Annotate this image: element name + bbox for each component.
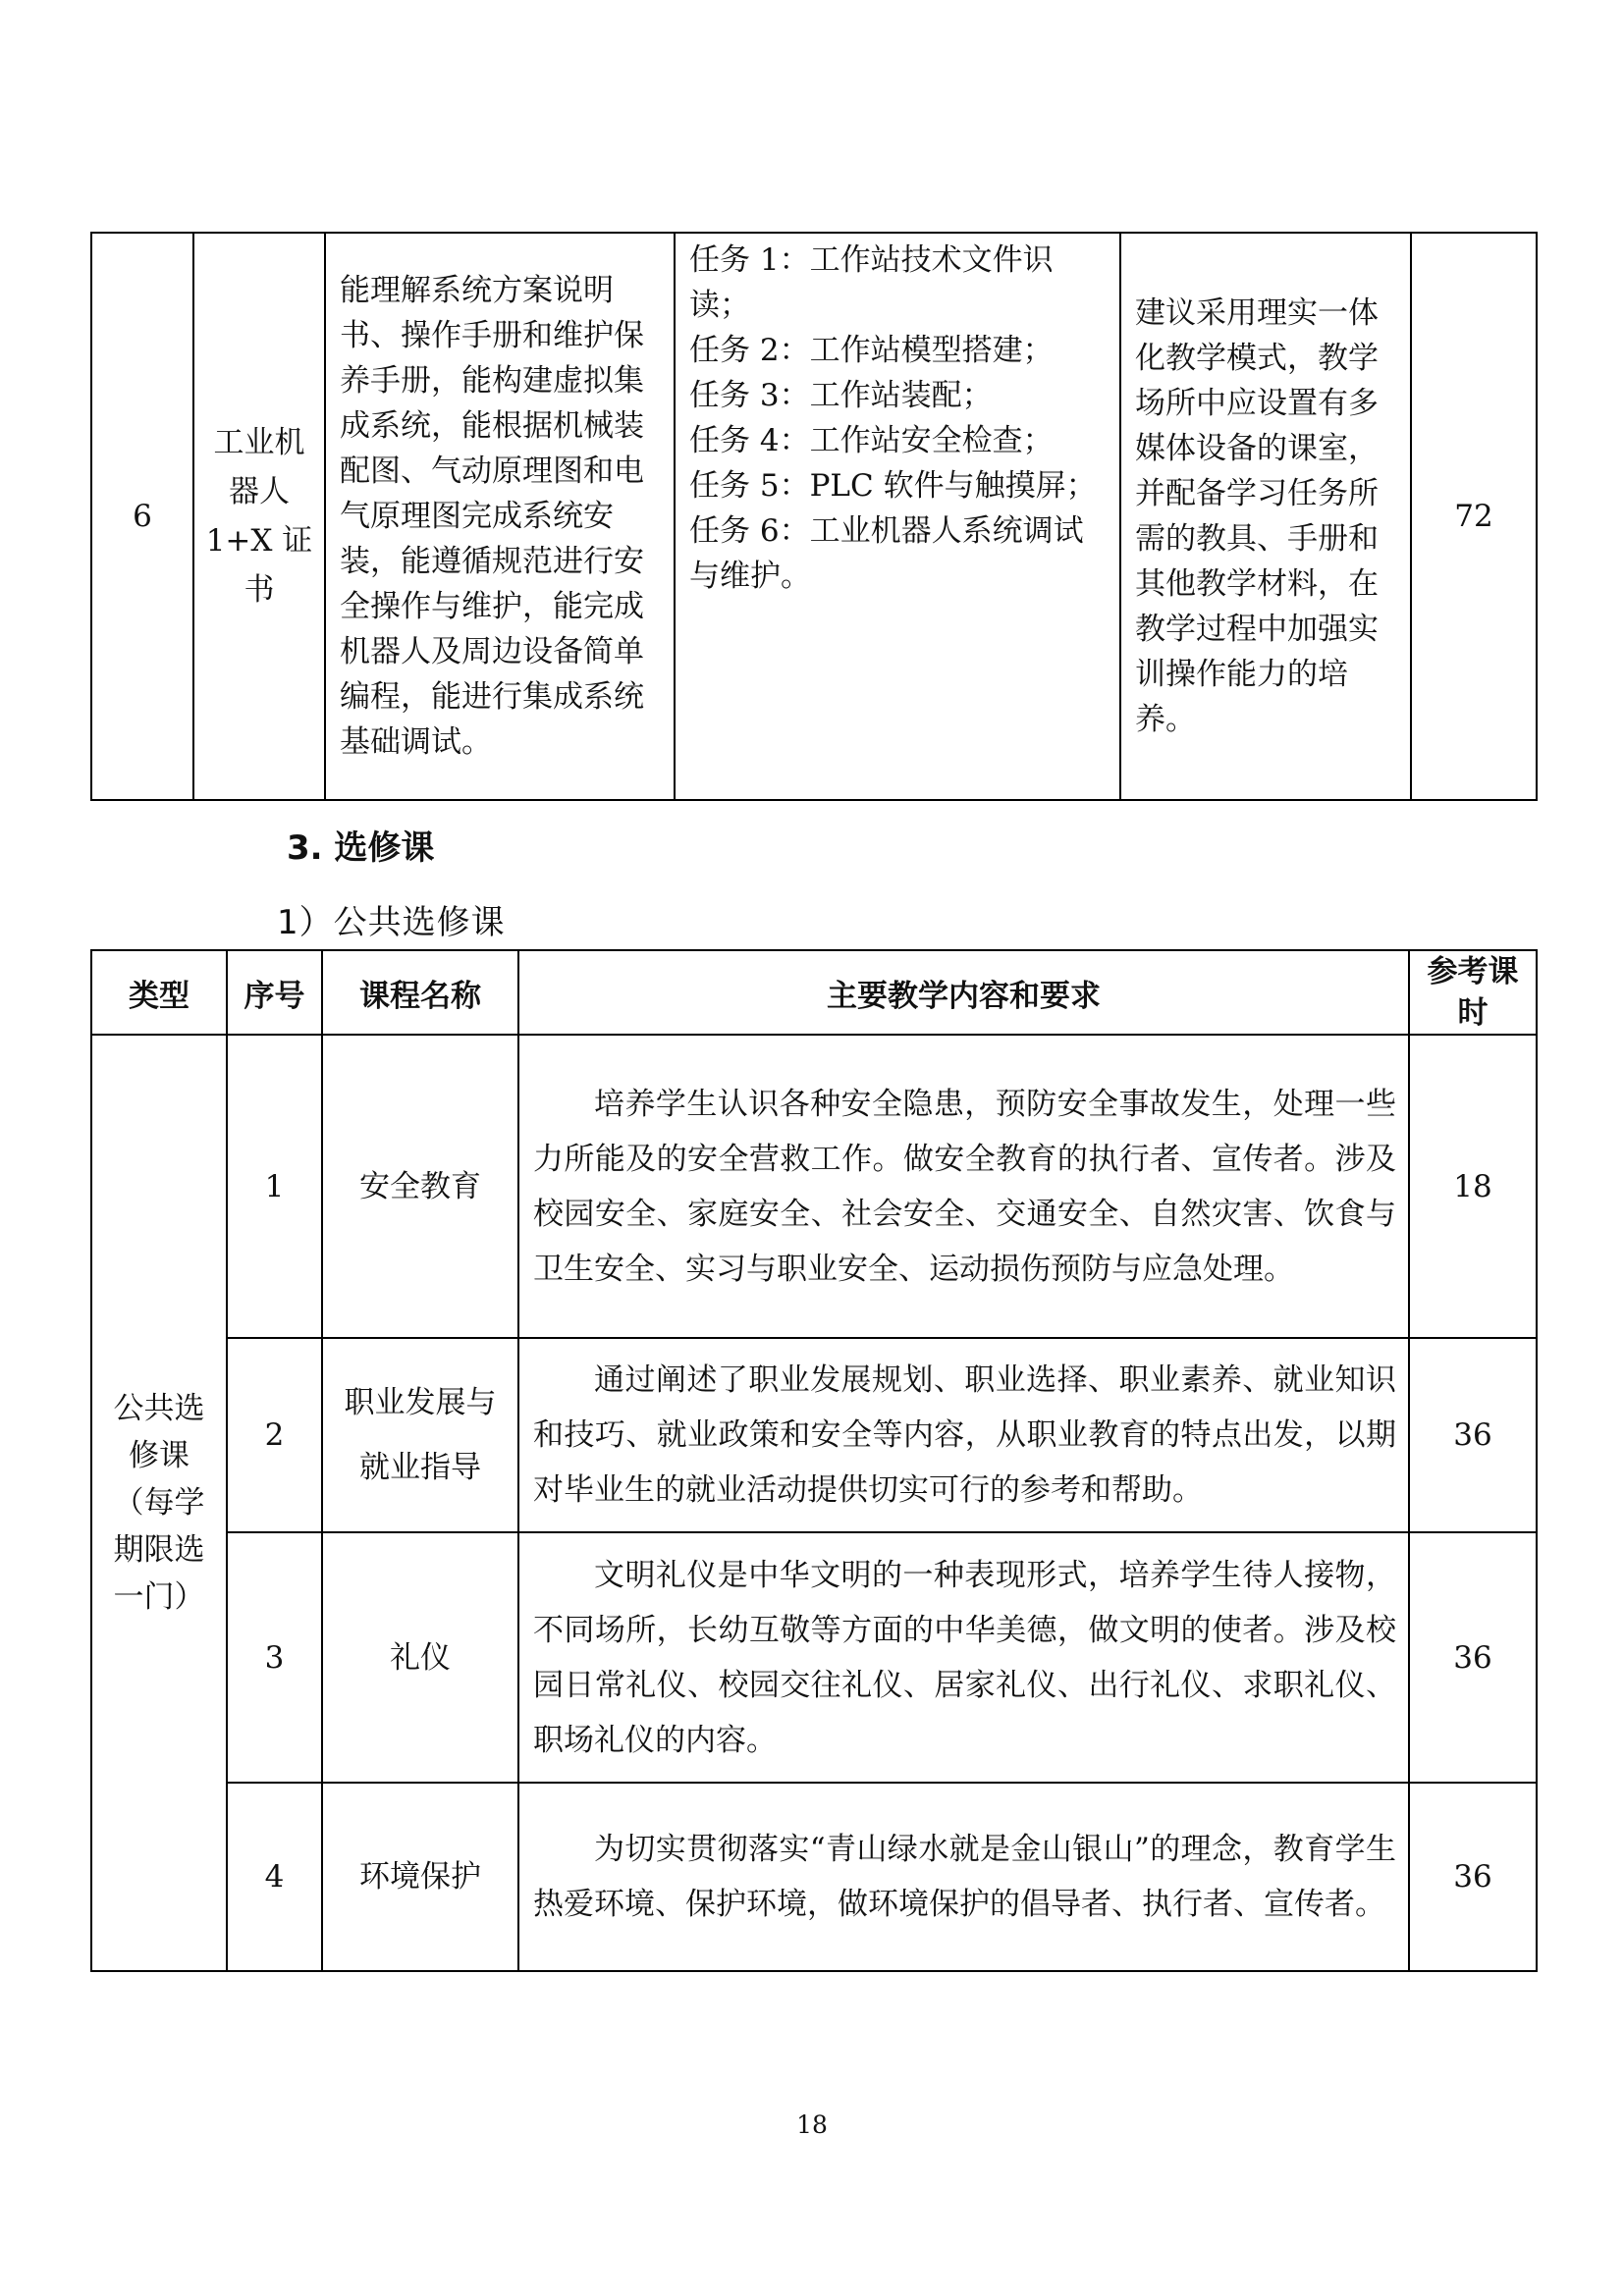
course-requirements: 能理解系统方案说明 书、操作手册和维护保 养手册，能构建虚拟集 成系统，能根据机械装 配图、气动原理图和电 气原理图完成系统安 装，能遵循规范进行安 全操作与维护，能完成 机器人及周边设备简单 编程，能进行集成系统 基础调试。 bbox=[325, 233, 675, 800]
course-type: 公共选 修课 （每学 期限选 一门） bbox=[91, 1035, 227, 1971]
course-hours: 36 bbox=[1409, 1783, 1537, 1971]
course-name: 工业机 器人 1+X 证 书 bbox=[193, 233, 325, 800]
header-type: 类型 bbox=[91, 950, 227, 1035]
row-seq: 3 bbox=[227, 1532, 322, 1783]
header-content: 主要教学内容和要求 bbox=[518, 950, 1409, 1035]
row-seq: 1 bbox=[227, 1035, 322, 1338]
course-hours: 36 bbox=[1409, 1338, 1537, 1532]
table-row bbox=[91, 1035, 1537, 1338]
row-index: 6 bbox=[91, 233, 193, 800]
course-content: 通过阐述了职业发展规划、职业选择、职业素养、就业知识和技巧、就业政策和安全等内容，从职业教育的特点出发，以期对毕业生的就业活动提供切实可行的参考和帮助。 bbox=[518, 1338, 1409, 1532]
table-row bbox=[91, 1783, 1537, 1971]
course-name: 礼仪 bbox=[322, 1532, 518, 1783]
row-seq: 2 bbox=[227, 1338, 322, 1532]
course-tasks: 任务 1：工作站技术文件识 读； 任务 2：工作站模型搭建； 任务 3：工作站装配； 任务 4：工作站安全检查； 任务 5：PLC 软件与触摸屏； 任务 6：工业机器人系统调试 与维护。 bbox=[675, 233, 1120, 800]
table-row bbox=[91, 233, 1537, 800]
teaching-suggestions: 建议采用理实一体 化教学模式，教学 场所中应设置有多 媒体设备的课室， 并配备学习任务所 需的教具、手册和 其他教学材料，在 教学过程中加强实 训操作能力的培 养。 bbox=[1120, 233, 1411, 800]
course-name: 安全教育 bbox=[322, 1035, 518, 1338]
section-heading: 3. 选修课 bbox=[287, 828, 435, 868]
course-content: 为切实贯彻落实“青山绿水就是金山银山”的理念，教育学生热爱环境、保护环境，做环境保护的倡导者、执行者、宣传者。 bbox=[518, 1783, 1409, 1971]
course-hours: 72 bbox=[1411, 233, 1537, 800]
public-elective-table bbox=[90, 949, 1538, 1972]
course-name: 环境保护 bbox=[322, 1783, 518, 1971]
course-table-continued bbox=[90, 232, 1538, 801]
header-seq: 序号 bbox=[227, 950, 322, 1035]
course-hours: 36 bbox=[1409, 1532, 1537, 1783]
page-number: 18 bbox=[796, 2110, 828, 2139]
header-course: 课程名称 bbox=[322, 950, 518, 1035]
row-seq: 4 bbox=[227, 1783, 322, 1971]
table-row bbox=[91, 1532, 1537, 1783]
course-hours: 18 bbox=[1409, 1035, 1537, 1338]
course-content: 培养学生认识各种安全隐患，预防安全事故发生，处理一些力所能及的安全营救工作。做安全教育的执行者、宣传者。涉及校园安全、家庭安全、社会安全、交通安全、自然灾害、饮食与卫生安全、实习与职业安全、运动损伤预防与应急处理。 bbox=[518, 1035, 1409, 1338]
course-name: 职业发展与 就业指导 bbox=[322, 1338, 518, 1532]
header-hours: 参考课 时 bbox=[1409, 950, 1537, 1035]
subsection-heading: 1）公共选修课 bbox=[277, 903, 506, 942]
table-row bbox=[91, 1338, 1537, 1532]
table-header-row bbox=[91, 950, 1537, 1035]
course-content: 文明礼仪是中华文明的一种表现形式，培养学生待人接物，不同场所，长幼互敬等方面的中华美德，做文明的使者。涉及校园日常礼仪、校园交往礼仪、居家礼仪、出行礼仪、求职礼仪、职场礼仪的内容。 bbox=[518, 1532, 1409, 1783]
